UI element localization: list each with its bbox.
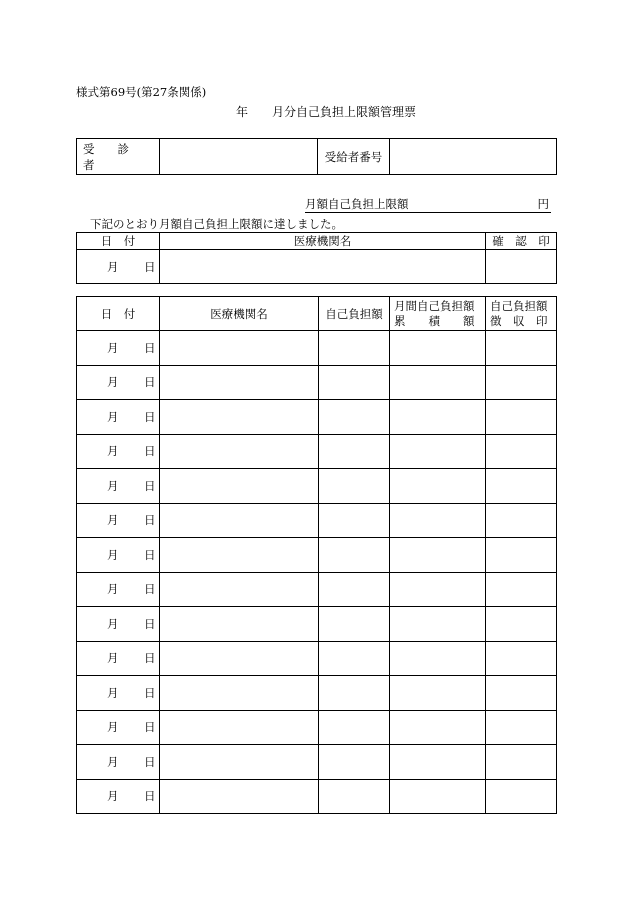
month-label: 月 (107, 375, 119, 390)
record-cumulative-field[interactable] (390, 676, 486, 711)
record-date-field[interactable] (77, 676, 160, 711)
record-copay-field[interactable] (319, 400, 390, 435)
record-date-field[interactable] (77, 469, 160, 504)
record-copay-field[interactable] (319, 745, 390, 780)
day-label: 日 (144, 651, 156, 666)
record-date-field[interactable] (77, 779, 160, 814)
record-collection-header-line2: 徴 収 印 (490, 313, 548, 328)
patient-name-field[interactable] (160, 139, 318, 175)
record-collection-seal-field[interactable] (486, 434, 557, 469)
record-copay-field[interactable] (319, 434, 390, 469)
record-copay-field[interactable] (319, 365, 390, 400)
record-date-field[interactable] (77, 538, 160, 573)
record-date-field[interactable] (77, 607, 160, 642)
record-collection-seal-field[interactable] (486, 331, 557, 366)
limit-reached-statement: 下記のとおり月額自己負担上限額に達しました。 (90, 217, 343, 231)
table-row (77, 710, 557, 745)
record-cumulative-field[interactable] (390, 365, 486, 400)
record-cumulative-field[interactable] (390, 779, 486, 814)
record-cumulative-field[interactable] (390, 572, 486, 607)
record-copay-field[interactable] (319, 676, 390, 711)
record-collection-seal-field[interactable] (486, 572, 557, 607)
record-cumulative-field[interactable] (390, 745, 486, 780)
month-label: 月 (107, 409, 119, 424)
record-date-header-label: 日 付 (100, 306, 136, 321)
table-row (77, 572, 557, 607)
record-collection-seal-field[interactable] (486, 469, 557, 504)
record-cumulative-field[interactable] (390, 434, 486, 469)
table-row (77, 331, 557, 366)
record-institution-field[interactable] (160, 779, 319, 814)
month-label: 月 (107, 789, 119, 804)
record-cumulative-field[interactable] (390, 331, 486, 366)
table-row (77, 607, 557, 642)
record-cumulative-field[interactable] (390, 469, 486, 504)
month-label: 月 (107, 651, 119, 666)
record-institution-field[interactable] (160, 434, 319, 469)
table-row (77, 676, 557, 711)
record-institution-header-label: 医療機関名 (210, 306, 268, 321)
record-collection-seal-field[interactable] (486, 365, 557, 400)
day-label: 日 (144, 616, 156, 631)
record-institution-field[interactable] (160, 365, 319, 400)
record-copay-field[interactable] (319, 538, 390, 573)
record-collection-seal-field[interactable] (486, 607, 557, 642)
record-collection-seal-field[interactable] (486, 745, 557, 780)
record-header-row (77, 297, 557, 331)
patient-info-table (76, 138, 557, 175)
record-collection-seal-field[interactable] (486, 676, 557, 711)
recipient-number-field[interactable] (390, 139, 557, 175)
record-institution-field[interactable] (160, 572, 319, 607)
month-label: 月 (107, 340, 119, 355)
recipient-number-label-cell (318, 139, 390, 175)
record-collection-seal-field[interactable] (486, 710, 557, 745)
patient-label-cell (77, 139, 160, 175)
day-label: 日 (144, 513, 156, 528)
record-collection-seal-field[interactable] (486, 641, 557, 676)
record-cumulative-header-line1: 月間自己負担額 (394, 298, 475, 313)
reach-institution-field[interactable] (160, 250, 486, 284)
yen-unit: 円 (537, 197, 549, 211)
table-row (77, 538, 557, 573)
month-label: 月 (107, 478, 119, 493)
record-institution-field[interactable] (160, 710, 319, 745)
month-label: 月 (107, 754, 119, 769)
day-label: 日 (144, 720, 156, 735)
record-copay-field[interactable] (319, 779, 390, 814)
month-label: 月 (107, 513, 119, 528)
record-institution-field[interactable] (160, 641, 319, 676)
record-copay-field[interactable] (319, 469, 390, 504)
table-row (77, 365, 557, 400)
patient-label: 受 診 者 (83, 141, 152, 172)
form-title: 年 月分自己負担上限額管理票 (236, 105, 417, 119)
month-label: 月 (107, 616, 119, 631)
copay-record-table (76, 296, 557, 814)
table-row (77, 779, 557, 814)
day-label: 日 (144, 478, 156, 493)
record-collection-seal-field[interactable] (486, 400, 557, 435)
table-row (77, 503, 557, 538)
month-label: 月 (107, 582, 119, 597)
record-institution-field[interactable] (160, 469, 319, 504)
day-label: 日 (144, 444, 156, 459)
record-collection-header (486, 297, 557, 331)
month-label: 月 (107, 547, 119, 562)
record-institution-field[interactable] (160, 676, 319, 711)
monthly-limit-field[interactable] (305, 196, 551, 213)
reach-confirm-header (486, 233, 557, 250)
record-copay-field[interactable] (319, 641, 390, 676)
day-label: 日 (144, 259, 156, 274)
day-label: 日 (144, 340, 156, 355)
day-label: 日 (144, 582, 156, 597)
month-label: 月 (107, 259, 119, 274)
form-number: 様式第69号(第27条関係) (76, 85, 207, 99)
month-label: 月 (107, 444, 119, 459)
record-institution-field[interactable] (160, 331, 319, 366)
record-copay-field[interactable] (319, 572, 390, 607)
day-label: 日 (144, 375, 156, 390)
day-label: 日 (144, 754, 156, 769)
reach-confirm-seal-field[interactable] (486, 250, 557, 284)
record-copay-field[interactable] (319, 331, 390, 366)
record-institution-header (160, 297, 319, 331)
record-date-field[interactable] (77, 503, 160, 538)
record-date-field[interactable] (77, 400, 160, 435)
record-date-field[interactable] (77, 331, 160, 366)
table-row (77, 641, 557, 676)
record-date-field[interactable] (77, 641, 160, 676)
table-row (77, 434, 557, 469)
reach-institution-header-label: 医療機関名 (293, 234, 352, 248)
record-copay-header-label: 自己負担額 (325, 306, 383, 321)
record-collection-header-line1: 自己負担額 (490, 298, 548, 313)
record-institution-field[interactable] (160, 607, 319, 642)
record-copay-field[interactable] (319, 607, 390, 642)
record-copay-field[interactable] (319, 710, 390, 745)
record-institution-field[interactable] (160, 400, 319, 435)
record-cumulative-field[interactable] (390, 607, 486, 642)
month-label: 月 (107, 720, 119, 735)
reach-institution-header (160, 233, 486, 250)
record-copay-field[interactable] (319, 503, 390, 538)
record-cumulative-field[interactable] (390, 641, 486, 676)
record-cumulative-field[interactable] (390, 710, 486, 745)
reach-date-header-label: 日 付 (100, 234, 136, 248)
reach-date-header (77, 233, 160, 250)
record-date-field[interactable] (77, 434, 160, 469)
record-institution-field[interactable] (160, 538, 319, 573)
record-collection-seal-field[interactable] (486, 538, 557, 573)
record-date-field[interactable] (77, 365, 160, 400)
record-date-header (77, 297, 160, 331)
record-date-field[interactable] (77, 745, 160, 780)
day-label: 日 (144, 409, 156, 424)
record-date-field[interactable] (77, 710, 160, 745)
record-copay-header (319, 297, 390, 331)
limit-reached-table (76, 232, 557, 284)
day-label: 日 (144, 789, 156, 804)
record-cumulative-header-line2: 累 積 額 (394, 313, 475, 328)
monthly-limit-label: 月額自己負担上限額 (305, 197, 409, 211)
record-cumulative-field[interactable] (390, 538, 486, 573)
reach-confirm-header-label: 確 認 印 (492, 234, 550, 248)
table-row (77, 469, 557, 504)
day-label: 日 (144, 547, 156, 562)
day-label: 日 (144, 685, 156, 700)
record-cumulative-field[interactable] (390, 503, 486, 538)
table-row (77, 745, 557, 780)
record-institution-field[interactable] (160, 745, 319, 780)
record-collection-seal-field[interactable] (486, 779, 557, 814)
month-label: 月 (107, 685, 119, 700)
record-collection-seal-field[interactable] (486, 503, 557, 538)
record-cumulative-field[interactable] (390, 400, 486, 435)
record-institution-field[interactable] (160, 503, 319, 538)
reach-date-field[interactable] (77, 250, 160, 284)
record-cumulative-header (390, 297, 486, 331)
record-date-field[interactable] (77, 572, 160, 607)
recipient-number-label: 受給者番号 (324, 149, 383, 164)
table-row (77, 400, 557, 435)
